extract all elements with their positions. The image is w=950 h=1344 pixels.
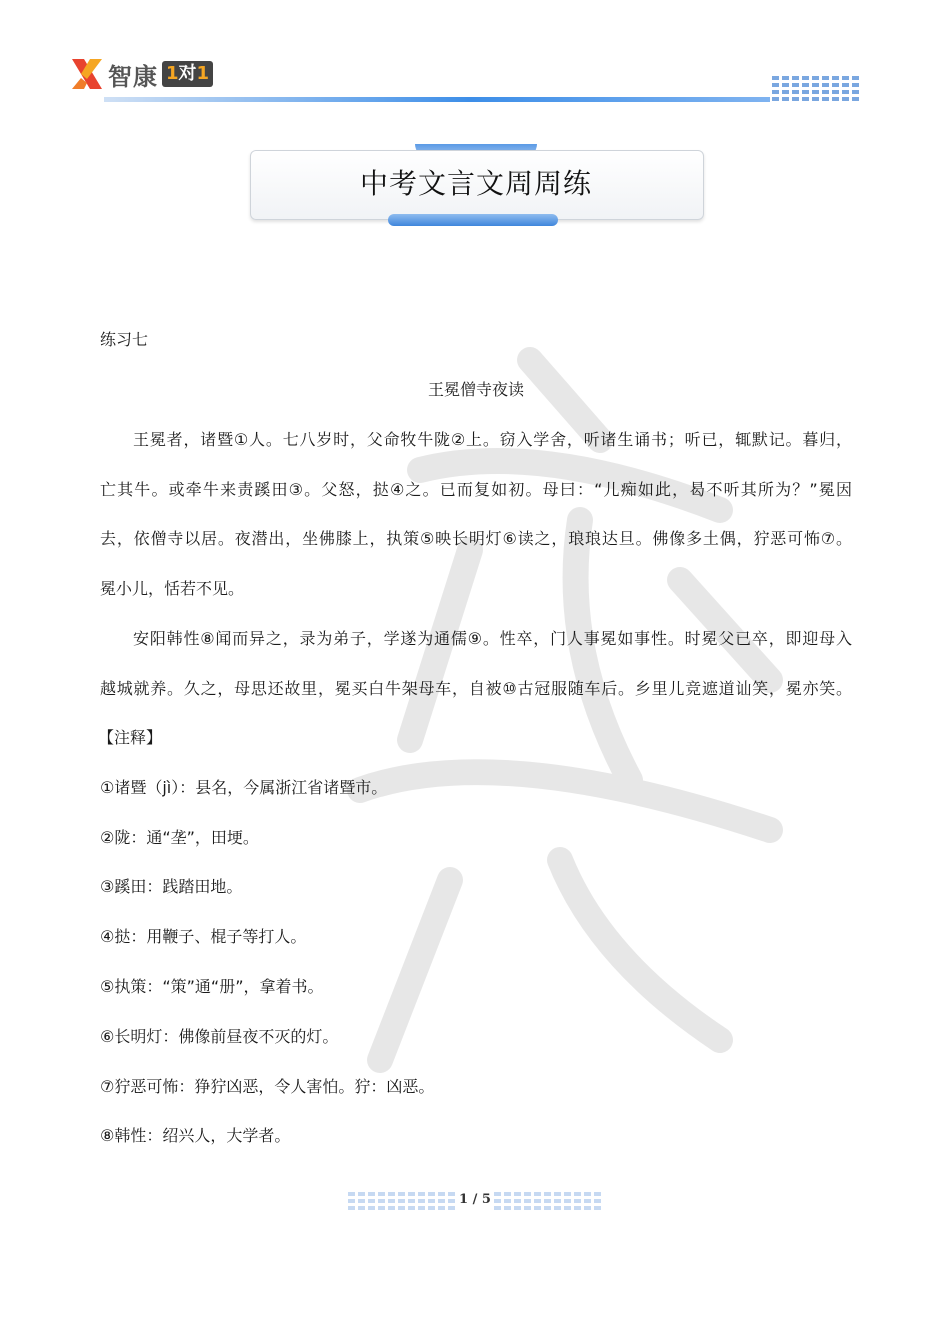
passage-line: 王冕者，诸暨①人。七八岁时，父命牧牛陇②上。窃入学舍，听诸生诵书；听已，辄默记。暮归， <box>133 430 852 449</box>
note-item: ⑥长明灯：佛像前昼夜不灭的灯。 <box>100 1027 339 1046</box>
passage-line: 冕小儿，恬若不见。 <box>100 579 245 598</box>
footer-dots-right <box>494 1192 601 1210</box>
header-rule <box>104 97 770 102</box>
note-item: ③蹊田：践踏田地。 <box>100 877 243 896</box>
passage-line: 安阳韩性⑧闻而异之，录为弟子，学遂为通儒⑨。性卒，门人事冕如事性。时冕父已卒，即迎母入 <box>133 629 852 648</box>
passage-line: 越城就养。久之，母思还故里，冕买白牛架母车，自被⑩古冠服随车后。乡里儿竞遮道讪笑，冕亦笑。 <box>100 679 852 698</box>
note-item: ⑧韩性：绍兴人，大学者。 <box>100 1126 291 1145</box>
footer-dots-left <box>348 1192 455 1210</box>
note-item: ④挞：用鞭子、棍子等打人。 <box>100 927 307 946</box>
note-item: ②陇：通“垄”，田埂。 <box>100 828 259 847</box>
logo-x-icon <box>70 57 104 91</box>
notes-heading: 【注释】 <box>98 728 163 747</box>
note-item: ⑤执策：“策”通“册”，拿着书。 <box>100 977 324 996</box>
page-title: 中考文言文周周练 <box>359 167 592 200</box>
header-dots-right <box>772 76 859 101</box>
passage-line: 亡其牛。或牵牛来责蹊田③。父怒，挞④之。已而复如初。母曰：“儿痴如此，曷不听其所为？”冕因 <box>100 480 852 499</box>
note-item: ⑦狞恶可怖：狰狞凶恶，令人害怕。狞：凶恶。 <box>100 1077 435 1096</box>
page-header <box>0 0 950 110</box>
note-item: ①诸暨（jì）：县名，今属浙江省诸暨市。 <box>100 778 388 797</box>
brand-logo <box>70 56 213 92</box>
page-number: 1 / 5 <box>459 1192 491 1207</box>
logo-badge: 1对1 <box>162 61 213 87</box>
passage-title: 王冕僧寺夜读 <box>427 380 524 399</box>
passage-line: 去，依僧寺以居。夜潜出，坐佛膝上，执策⑤映长明灯⑥读之，琅琅达旦。佛像多土偶，狞恶可怖⑦。 <box>100 529 852 548</box>
exercise-label: 练习七 <box>100 330 149 349</box>
logo-text: 智康 <box>108 62 158 91</box>
